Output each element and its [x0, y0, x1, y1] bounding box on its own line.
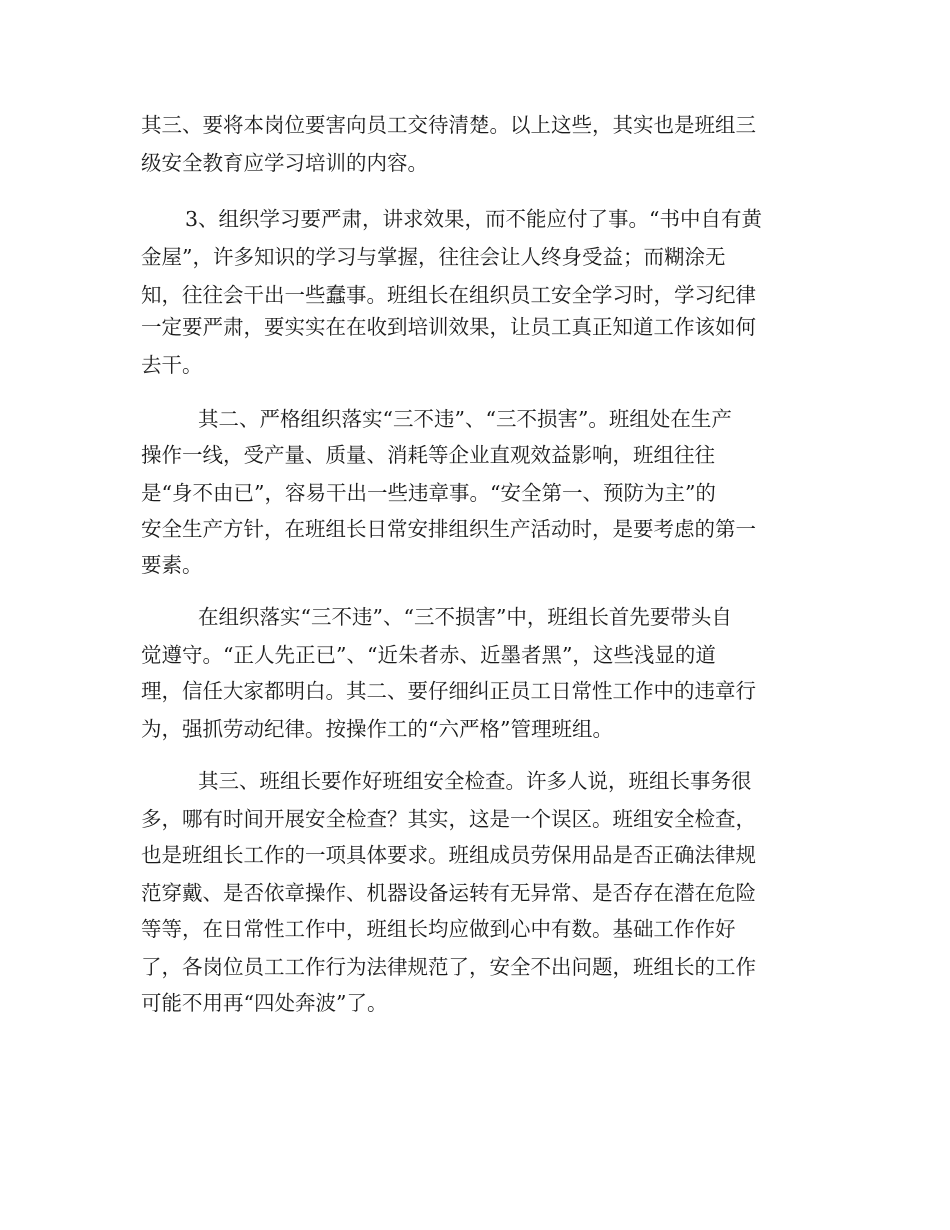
text-line: 理，信任大家都明白。其二、要仔细纠正员工日常性工作中的违章行 — [141, 679, 756, 703]
text-line: 3、组织学习要严肃，讲求效果，而不能应付了事。“书中自有黄 — [185, 207, 763, 231]
text-line: 级安全教育应学习培训的内容。 — [141, 151, 428, 175]
text-line: 在组织落实“三不违”、“三不损害”中，班组长首先要带头自 — [198, 605, 732, 629]
text-line: 等等，在日常性工作中，班组长均应做到心中有数。基础工作作好 — [141, 917, 736, 941]
text-line: 其三、班组长要作好班组安全检查。许多人说，班组长事务很 — [198, 769, 752, 793]
text-line: 要素。 — [141, 553, 203, 577]
text-line: 了，各岗位员工工作行为法律规范了，安全不出问题，班组长的工作 — [141, 955, 756, 979]
text-line: 可能不用再“四处奔波”了。 — [141, 991, 388, 1015]
text-line: 其三、要将本岗位要害向员工交待清楚。以上这些，其实也是班组三 — [141, 113, 756, 137]
text-line: 金屋”，许多知识的学习与掌握，往往会让人终身受益；而糊涂无 — [141, 245, 726, 269]
text-line: 多，哪有时间开展安全检查？其实，这是一个误区。班组安全检查， — [141, 807, 756, 831]
text-line: 操作一线，受产量、质量、消耗等企业直观效益影响，班组往往 — [141, 443, 715, 467]
text-line: 觉遵守。“正人先正已”、“近朱者赤、近墨者黑”，这些浅显的道 — [141, 643, 716, 667]
text-line: 为，强抓劳动纪律。按操作工的“六严格”管理班组。 — [141, 717, 613, 741]
text-line: 知，往往会干出一些蠢事。班组长在组织员工安全学习时，学习纪律 — [141, 283, 756, 307]
text-line: 其二、严格组织落实“三不违”、“三不损害”。班组处在生产 — [198, 407, 732, 431]
text-line: 也是班组长工作的一项具体要求。班组成员劳保用品是否正确法律规 — [141, 843, 756, 867]
text-line: 一定要严肃，要实实在在收到培训效果，让员工真正知道工作该如何 — [141, 315, 756, 339]
text-line: 安全生产方针，在班组长日常安排组织生产活动时，是要考虑的第一 — [141, 517, 756, 541]
text-line: 范穿戴、是否依章操作、机器设备运转有无异常、是否存在潜在危险 — [141, 881, 756, 905]
text-line: 是“身不由已”，容易干出一些违章事。“安全第一、预防为主”的 — [141, 481, 716, 505]
text-line: 去干。 — [141, 353, 203, 377]
